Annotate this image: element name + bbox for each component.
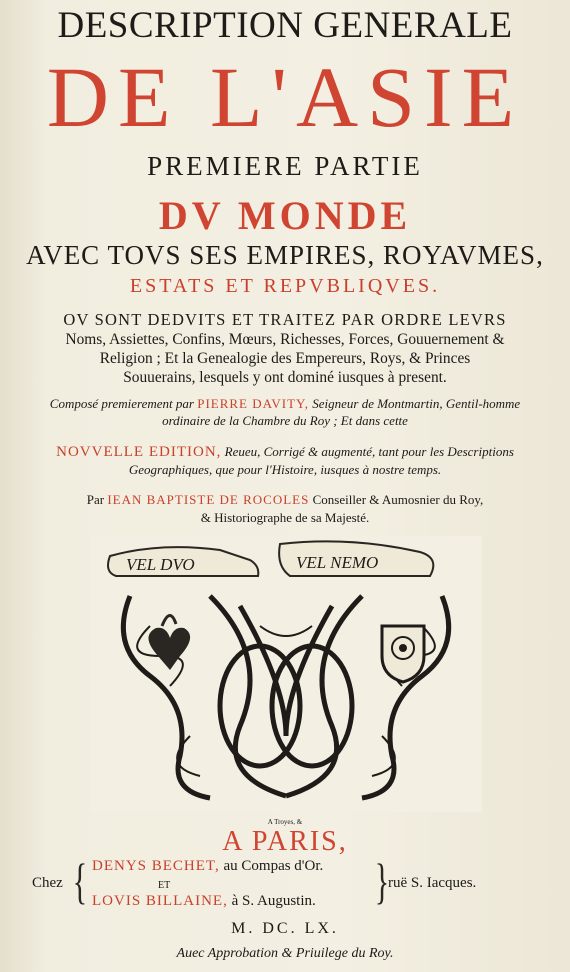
edition-label: NOVVELLE EDITION, <box>56 444 222 460</box>
description-line-1: OV SONT DEDVITS ET TRAITEZ PAR ORDRE LEVRS <box>63 310 507 329</box>
publisher-1-name: DENYS BECHET, <box>92 858 220 874</box>
title-line-estats: ESTATS ET REPVBLIQVES. <box>129 275 441 297</box>
right-brace-icon: } <box>374 853 390 909</box>
editor-name: IEAN BAPTISTE DE ROCOLES <box>107 492 310 507</box>
editor-post: Conseiller & Aumosnier du Roy, <box>312 492 484 507</box>
edition-post: Reueu, Corrigé & augmenté, tant pour les Descriptions <box>224 444 514 459</box>
author-line-2: ordinaire de la Chambre du Roy ; Et dans cette <box>162 413 408 428</box>
title-line-description: DESCRIPTION GENERALE <box>57 5 513 46</box>
author-pre: Composé premierement par <box>49 396 194 411</box>
publisher-2-post: à S. Augustin. <box>231 893 316 909</box>
publisher-et: ET <box>158 880 171 891</box>
description-line-3: Religion ; Et la Genealogie des Empereurs, Roys, & Princes <box>99 350 471 367</box>
title-line-du-monde: DV MONDE <box>158 193 412 238</box>
editor-line-1 <box>0 492 570 508</box>
printers-device-icon <box>90 536 482 812</box>
author-line-1 <box>0 396 570 412</box>
left-brace-icon: { <box>72 853 88 909</box>
title-line-asie: DE L'ASIE <box>46 49 524 145</box>
edition-line-2: Geographiques, que pour l'Histoire, iusques à nostre temps. <box>128 462 442 477</box>
publisher-1 <box>92 858 323 875</box>
edition-line-1 <box>0 444 570 461</box>
privilege-line: Auec Approbation & Priuilege du Roy. <box>176 946 394 961</box>
publisher-2-name: LOVIS BILLAINE, <box>92 893 228 909</box>
motto-right: VEL NEMO <box>296 553 379 572</box>
editor-pre: Par <box>86 492 105 507</box>
city-paris: A PARIS, <box>222 826 348 857</box>
chez-label: Chez <box>32 875 63 891</box>
author-post: Seigneur de Montmartin, Gentil-homme <box>312 396 521 411</box>
publisher-1-post: au Compas d'Or. <box>223 858 324 874</box>
street-label: ruë S. Iacques. <box>388 875 477 891</box>
title-line-empires: AVEC TOVS SES EMPIRES, ROYAVMES, <box>26 240 544 270</box>
description-line-2: Noms, Assiettes, Confins, Mœurs, Richesses, Forces, Gouuernement & <box>65 331 505 348</box>
author-name: PIERRE DAVITY, <box>197 396 309 411</box>
title-line-premiere-partie: PREMIERE PARTIE <box>147 151 423 181</box>
description-line-4: Souuerains, lesquels y ont dominé iusques à present. <box>123 369 447 386</box>
editor-line-2: & Historiographe de sa Majesté. <box>200 510 370 525</box>
publication-year: M. DC. LX. <box>231 920 339 937</box>
publisher-2 <box>92 893 316 910</box>
troyes-note: A Troyes, & <box>267 818 303 826</box>
motto-left: VEL DVO <box>126 555 195 574</box>
